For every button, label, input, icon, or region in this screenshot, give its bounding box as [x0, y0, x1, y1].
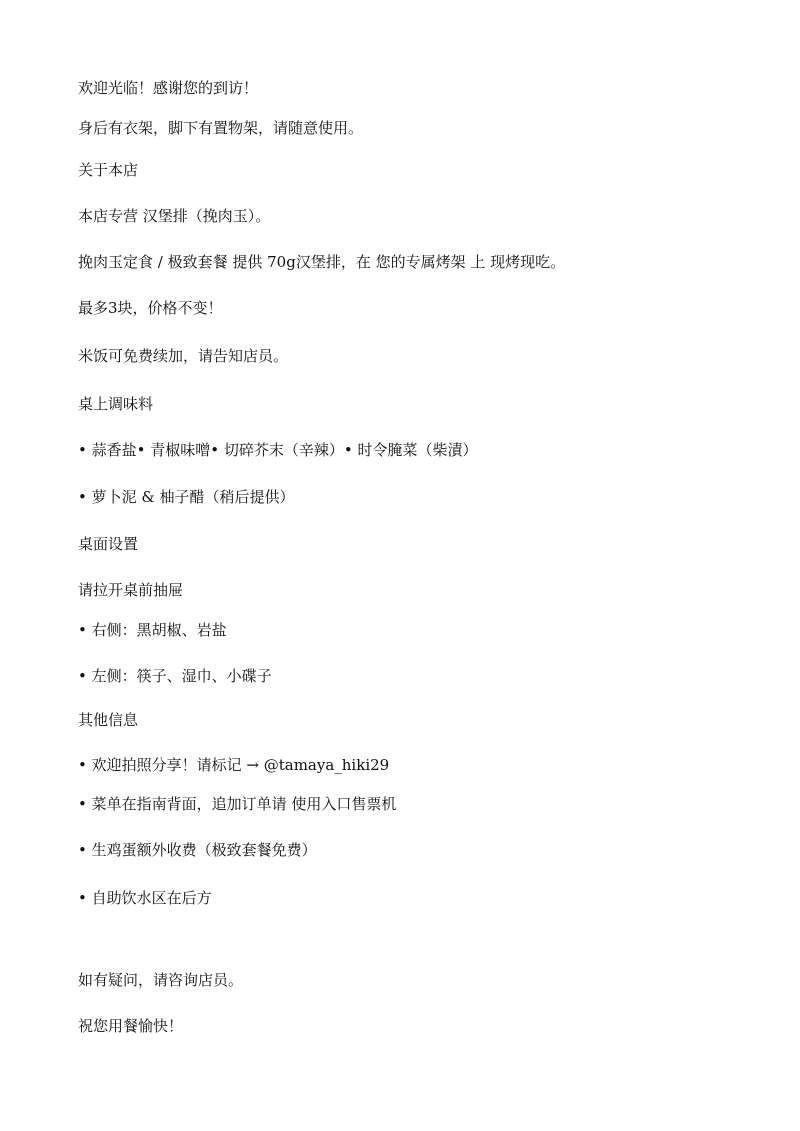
drawer-text: 请拉开桌前抽屉	[78, 581, 184, 599]
about-heading: 关于本店	[78, 161, 139, 179]
welcome-text: 欢迎光临！感谢您的到访！	[78, 79, 259, 97]
table-setup-item: • 左侧：筷子、湿巾、小碟子	[78, 667, 272, 685]
condiment-item: • 蒜香盐• 青椒味噌• 切碎芥末（辛辣）• 时令腌菜（柴漬）	[78, 441, 478, 459]
hangers-text: 身后有衣架，脚下有置物架，请随意使用。	[78, 119, 364, 137]
condiment-item: • 萝卜泥 & 柚子醋（稍后提供）	[78, 488, 295, 506]
table-setup-heading: 桌面设置	[78, 535, 139, 553]
serving-text: 挽肉玉定食 / 极致套餐 提供 70g汉堡排，在 您的专属烤架 上 现烤现吃。	[78, 253, 566, 271]
rice-text: 米饭可免费续加，请告知店员。	[78, 347, 289, 365]
max-text: 最多3块，价格不变！	[78, 299, 223, 317]
questions-text: 如有疑问，请咨询店员。	[78, 971, 244, 989]
table-setup-item: • 右侧：黑胡椒、岩盐	[78, 621, 227, 639]
other-item: • 菜单在指南背面，追加订单请 使用入口售票机	[78, 795, 397, 813]
specialty-text: 本店专营 汉堡排（挽肉玉）。	[78, 207, 271, 225]
other-item: • 欢迎拍照分享！请标记 → @tamaya_hiki29	[78, 756, 390, 774]
other-heading: 其他信息	[78, 711, 139, 729]
other-item: • 生鸡蛋额外收费（极致套餐免费）	[78, 841, 317, 859]
document-page	[78, 0, 778, 1131]
enjoy-text: 祝您用餐愉快！	[78, 1017, 184, 1035]
other-item: • 自助饮水区在后方	[78, 889, 212, 907]
condiments-heading: 桌上调味料	[78, 395, 154, 413]
